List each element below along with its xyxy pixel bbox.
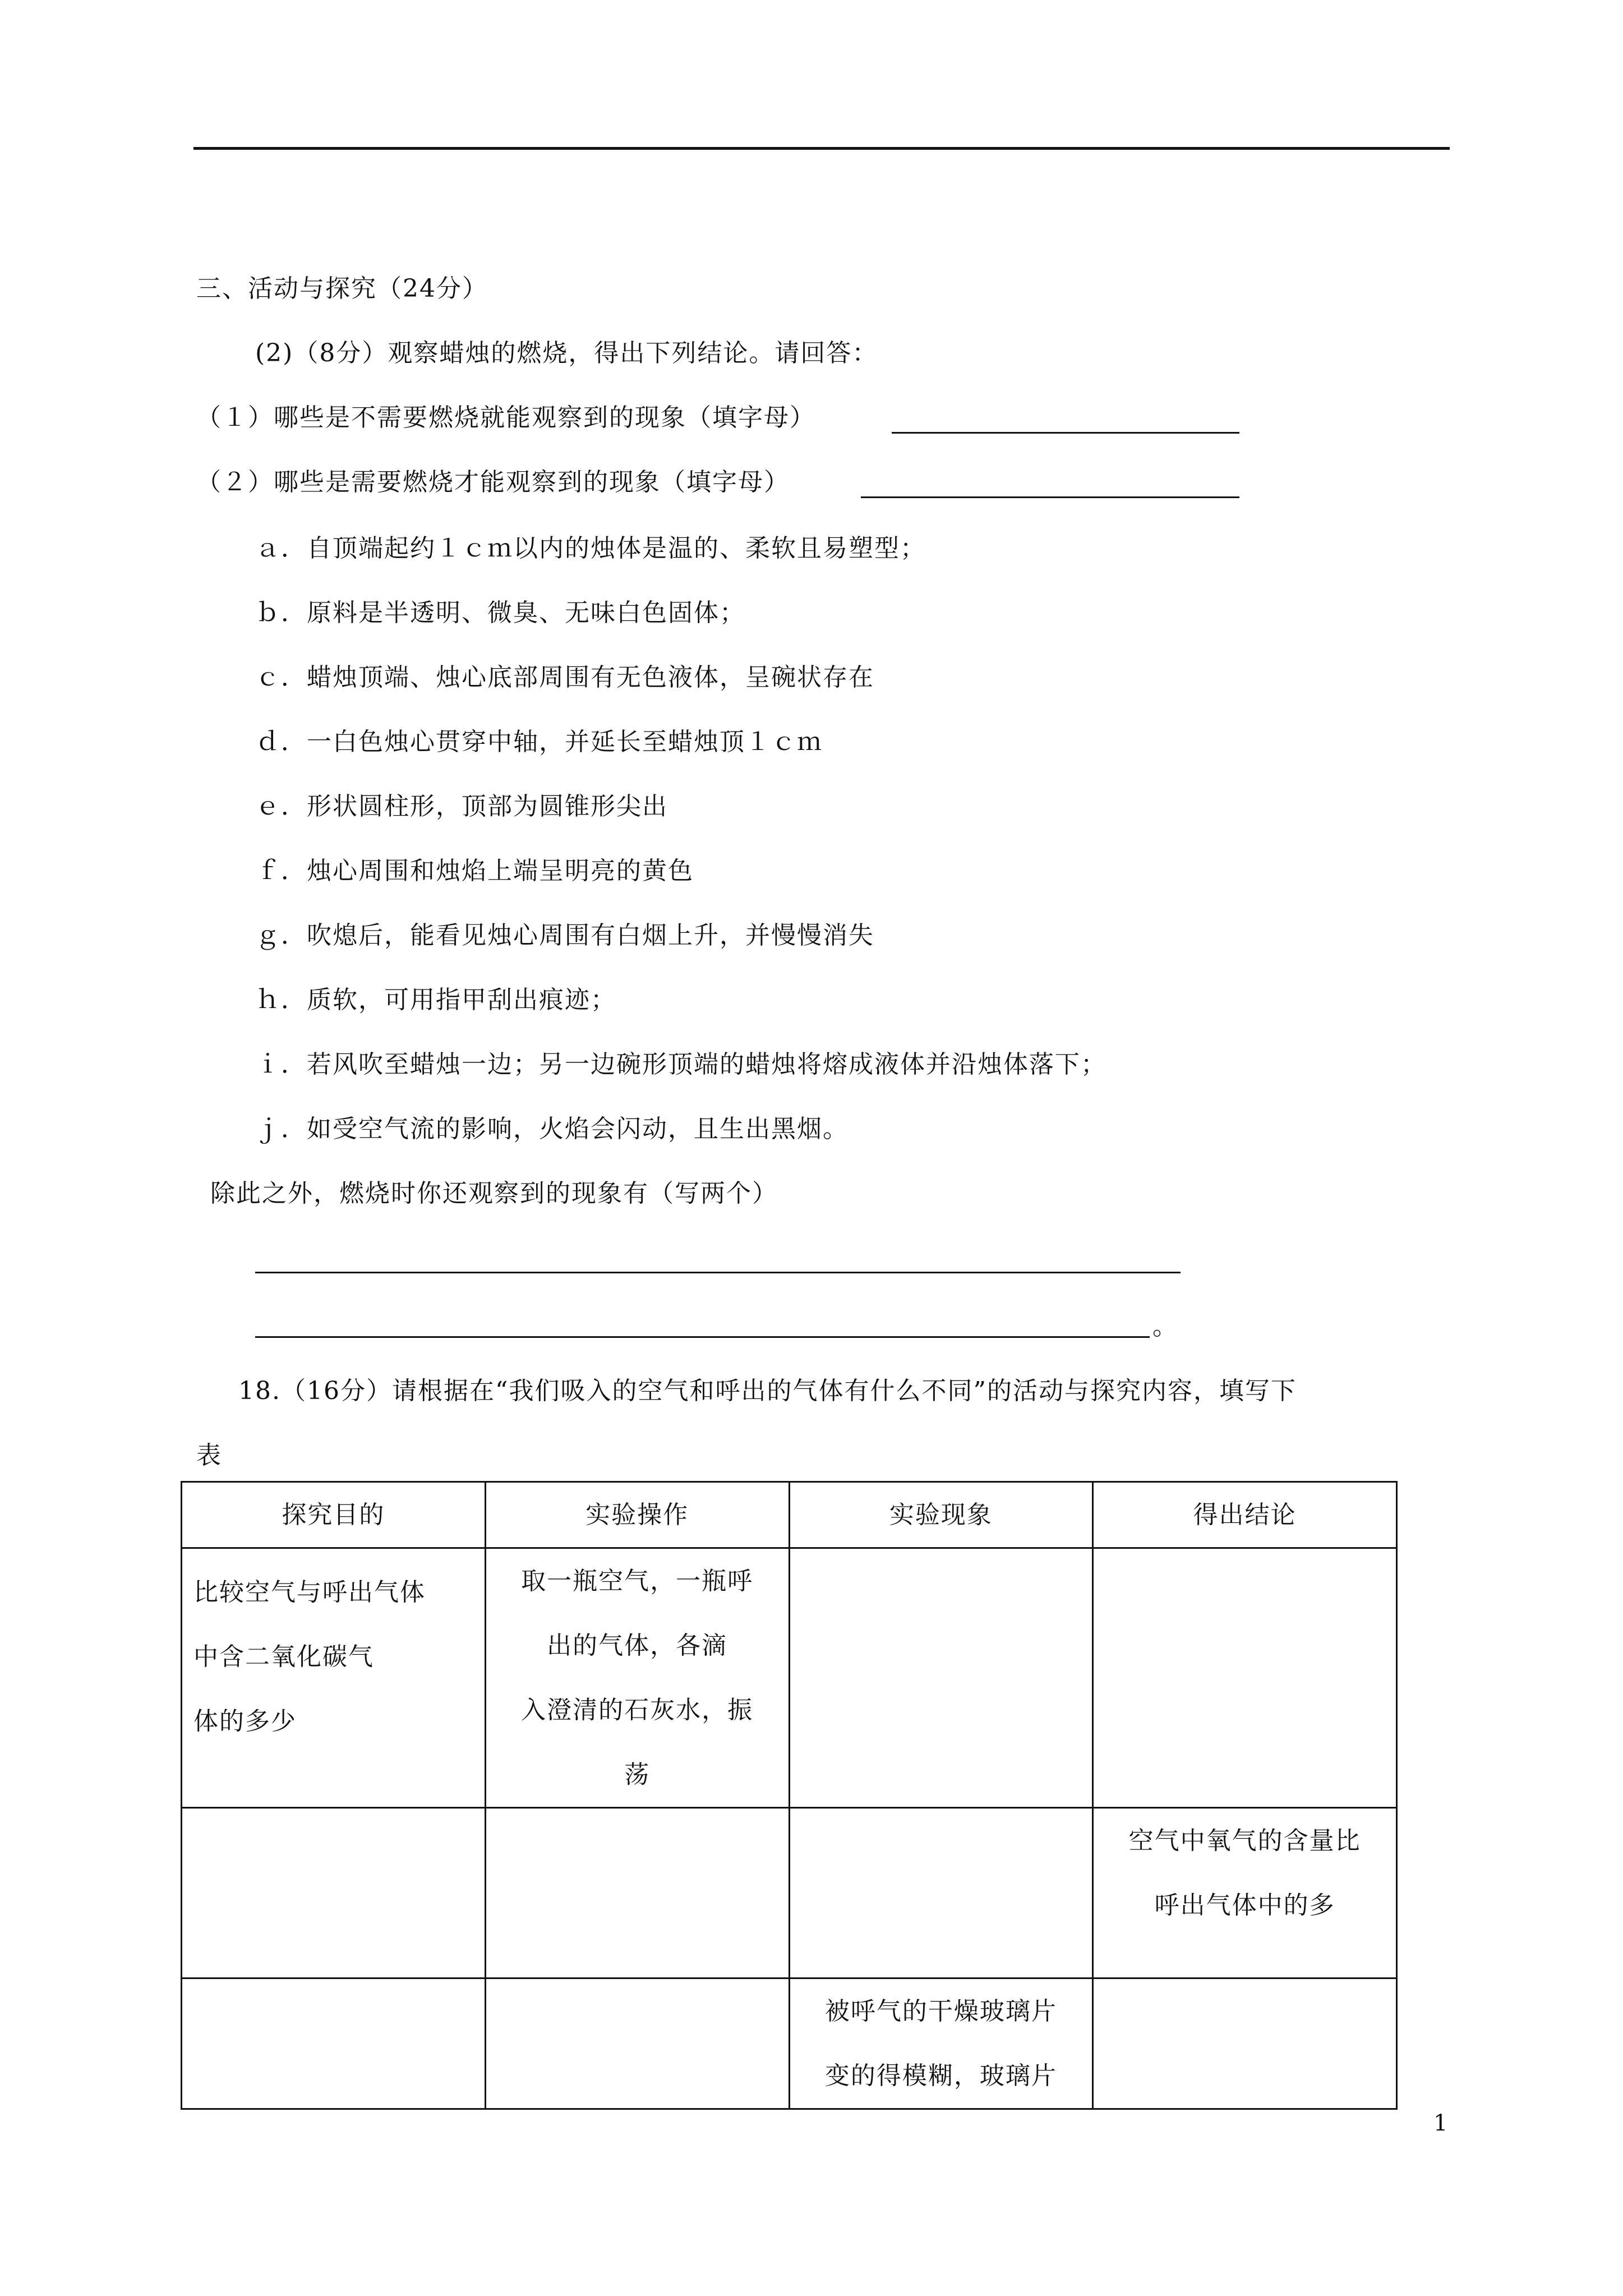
table-cell[interactable] [1093, 1978, 1397, 2109]
table-cell[interactable] [485, 1808, 789, 1978]
question-17-intro: (2)（8分）观察蜡烛的燃烧，得出下列结论。请回答： [255, 339, 878, 367]
table-header-cell: 得出结论 [1093, 1482, 1397, 1548]
section-title: 三、活动与探究（24分） [196, 274, 488, 303]
table-header-row [182, 1482, 1397, 1548]
table-cell[interactable] [182, 1978, 486, 2109]
answer-blank-2[interactable] [861, 496, 1239, 498]
table-row [182, 1808, 1397, 1978]
table-row [182, 1978, 1397, 2109]
end-period: 。 [1152, 1312, 1177, 1341]
table-cell: 比较空气与呼出气体 中含二氧化碳气 体的多少 [182, 1548, 486, 1808]
question-18-text: 18.（16分）请根据在“我们吸入的空气和呼出的气体有什么不同”的活动与探究内容，填写下 [238, 1377, 1297, 1405]
list-item-j: ｊ．如受空气流的影响，火焰会闪动，且生出黑烟。 [255, 1115, 849, 1143]
results-table [181, 1481, 1398, 2110]
extra-observation-prompt: 除此之外，燃烧时你还观察到的现象有（写两个） [210, 1179, 778, 1208]
table-cell: 取一瓶空气，一瓶呼 出的气体，各滴 入澄清的石灰水，振 荡 [485, 1548, 789, 1808]
list-item-g: ｇ．吹熄后，能看见烛心周围有白烟上升，并慢慢消失 [255, 921, 874, 950]
list-item-b: ｂ．原料是半透明、微臭、无味白色固体； [255, 599, 745, 627]
question-17-prompt-2: （２）哪些是需要燃烧才能观察到的现象（填字母） [196, 468, 790, 496]
list-item-c: ｃ．蜡烛顶端、烛心底部周围有无色液体，呈碗状存在 [255, 663, 874, 692]
table-cell: 被呼气的干燥玻璃片 变的得模糊，玻璃片 [789, 1978, 1093, 2109]
table-cell[interactable] [789, 1808, 1093, 1978]
list-item-a: ａ．自顶端起约１ｃｍ以内的烛体是温的、柔软且易塑型； [255, 534, 926, 563]
list-item-i: ｉ．若风吹至蜡烛一边；另一边碗形顶端的蜡烛将熔成液体并沿烛体落下； [255, 1050, 1106, 1079]
answer-blank-3[interactable] [255, 1272, 1181, 1273]
list-item-f: ｆ．烛心周围和烛焰上端呈明亮的黄色 [255, 857, 694, 885]
table-cell[interactable] [789, 1548, 1093, 1808]
table-cell[interactable] [182, 1808, 486, 1978]
list-item-e: ｅ．形状圆柱形，顶部为圆锥形尖出 [255, 792, 668, 821]
question-18-text-continued: 表 [196, 1441, 222, 1470]
answer-blank-4[interactable] [255, 1336, 1150, 1338]
table-cell[interactable] [485, 1978, 789, 2109]
header-rule [193, 147, 1450, 150]
list-item-h: ｈ．质软，可用指甲刮出痕迹； [255, 986, 616, 1014]
table-row [182, 1548, 1397, 1808]
table-header-cell: 探究目的 [182, 1482, 486, 1548]
table-cell: 空气中氧气的含量比 呼出气体中的多 [1093, 1808, 1397, 1978]
answer-blank-1[interactable] [892, 432, 1239, 434]
table-header-cell: 实验操作 [485, 1482, 789, 1548]
list-item-d: ｄ．一白色烛心贯穿中轴，并延长至蜡烛顶１ｃｍ [255, 728, 823, 756]
page-number: 1 [1433, 2110, 1448, 2136]
question-17-prompt-1: （１）哪些是不需要燃烧就能观察到的现象（填字母） [196, 403, 815, 432]
table-header-cell: 实验现象 [789, 1482, 1093, 1548]
table-cell[interactable] [1093, 1548, 1397, 1808]
